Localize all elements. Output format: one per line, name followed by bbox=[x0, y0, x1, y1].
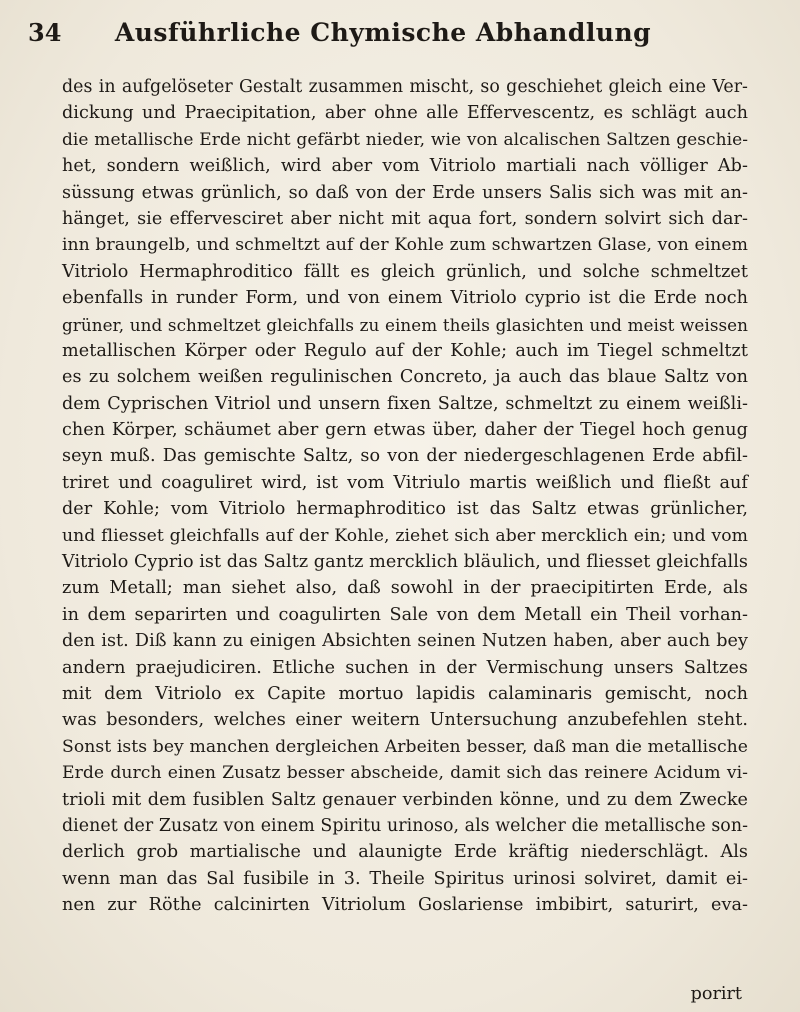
text-line: chen Körper, schäumet aber gern etwas über, daher der Tiegel hoch genug bbox=[62, 420, 748, 441]
text-line: den ist. Diß kann zu einigen Absichten seinen Nutzen haben, aber auch bey bbox=[62, 631, 748, 652]
text-line: es zu solchem weißen regulinischen Concreto, ja auch das blaue Saltz von bbox=[62, 367, 748, 388]
catchword: porirt bbox=[690, 984, 742, 1004]
text-line: derlich grob martialische und alaunigte Erde kräftig niederschlägt. Als bbox=[62, 842, 748, 863]
text-line: dem Cyprischen Vitriol und unsern fixen Saltze, schmeltzt zu einem weißli- bbox=[62, 393, 748, 414]
text-line: was besonders, welches einer weitern Untersuchung anzubefehlen steht. bbox=[62, 710, 748, 731]
body-text bbox=[62, 74, 748, 919]
text-line: inn braungelb, und schmeltzt auf der Kohle zum schwartzen Glase, von einem bbox=[62, 235, 748, 256]
text-line: ebenfalls in runder Form, und von einem Vitriolo cyprio ist die Erde noch bbox=[62, 288, 748, 309]
running-head: Ausführliche Chymische Abhandlung bbox=[114, 17, 652, 47]
page-number: 34 bbox=[28, 17, 62, 47]
text-line: und fliesset gleichfalls auf der Kohle, ziehet sich aber mercklich ein; und vom bbox=[62, 525, 748, 546]
text-line: Vitriolo Hermaphroditico fällt es gleich grünlich, und solche schmeltzet bbox=[62, 261, 748, 282]
text-line: wenn man das Sal fusibile in 3. Theile Spiritus urinosi solviret, damit ei- bbox=[62, 868, 748, 889]
text-line: dickung und Praecipitation, aber ohne alle Effervescentz, es schlägt auch bbox=[62, 103, 748, 124]
text-line: Sonst ists bey manchen dergleichen Arbeiten besser, daß man die metallische bbox=[62, 736, 748, 757]
text-line: triret und coaguliret wird, ist vom Vitriulo martis weißlich und fließt auf bbox=[62, 472, 748, 493]
text-line: het, sondern weißlich, wird aber vom Vitriolo martiali nach völliger Ab- bbox=[62, 156, 748, 177]
text-line: metallischen Körper oder Regulo auf der Kohle; auch im Tiegel schmeltzt bbox=[62, 340, 748, 361]
text-line: nen zur Röthe calcinirten Vitriolum Goslariense imbibirt, saturirt, eva- bbox=[62, 895, 748, 916]
text-line: dienet der Zusatz von einem Spiritu urinoso, als welcher die metallische son- bbox=[62, 815, 748, 836]
text-line: in dem separirten und coagulirten Sale von dem Metall ein Theil vorhan- bbox=[62, 604, 748, 625]
text-line: süssung etwas grünlich, so daß von der Erde unsers Salis sich was mit an- bbox=[62, 182, 748, 203]
text-line: die metallische Erde nicht gefärbt nieder, wie von alcalischen Saltzen geschie- bbox=[62, 129, 748, 150]
text-line: zum Metall; man siehet also, daß sowohl in der praecipitirten Erde, als bbox=[62, 578, 748, 599]
text-line: der Kohle; vom Vitriolo hermaphroditico ist das Saltz etwas grünlicher, bbox=[62, 499, 748, 520]
text-line: Erde durch einen Zusatz besser abscheide, damit sich das reinere Acidum vi- bbox=[62, 763, 748, 784]
text-line: des in aufgelöseter Gestalt zusammen mischt, so geschiehet gleich eine Ver- bbox=[62, 77, 748, 97]
text-line: grüner, und schmeltzet gleichfalls zu einem theils glasichten und meist weissen bbox=[62, 314, 748, 335]
text-line: trioli mit dem fusiblen Saltz genauer verbinden könne, und zu dem Zwecke bbox=[62, 789, 748, 810]
text-line: hänget, sie effervesciret aber nicht mit aqua fort, sondern solvirt sich dar- bbox=[62, 208, 748, 229]
text-line: andern praejudiciren. Etliche suchen in der Vermischung unsers Saltzes bbox=[62, 657, 748, 678]
text-line: seyn muß. Das gemischte Saltz, so von der niedergeschlagenen Erde abfil- bbox=[62, 446, 748, 467]
page-header bbox=[22, 6, 778, 58]
text-line: Vitriolo Cyprio ist das Saltz gantz mercklich bläulich, und fliesset gleichfalls bbox=[62, 552, 748, 573]
text-line: mit dem Vitriolo ex Capite mortuo lapidis calaminaris gemischt, noch bbox=[62, 683, 748, 704]
